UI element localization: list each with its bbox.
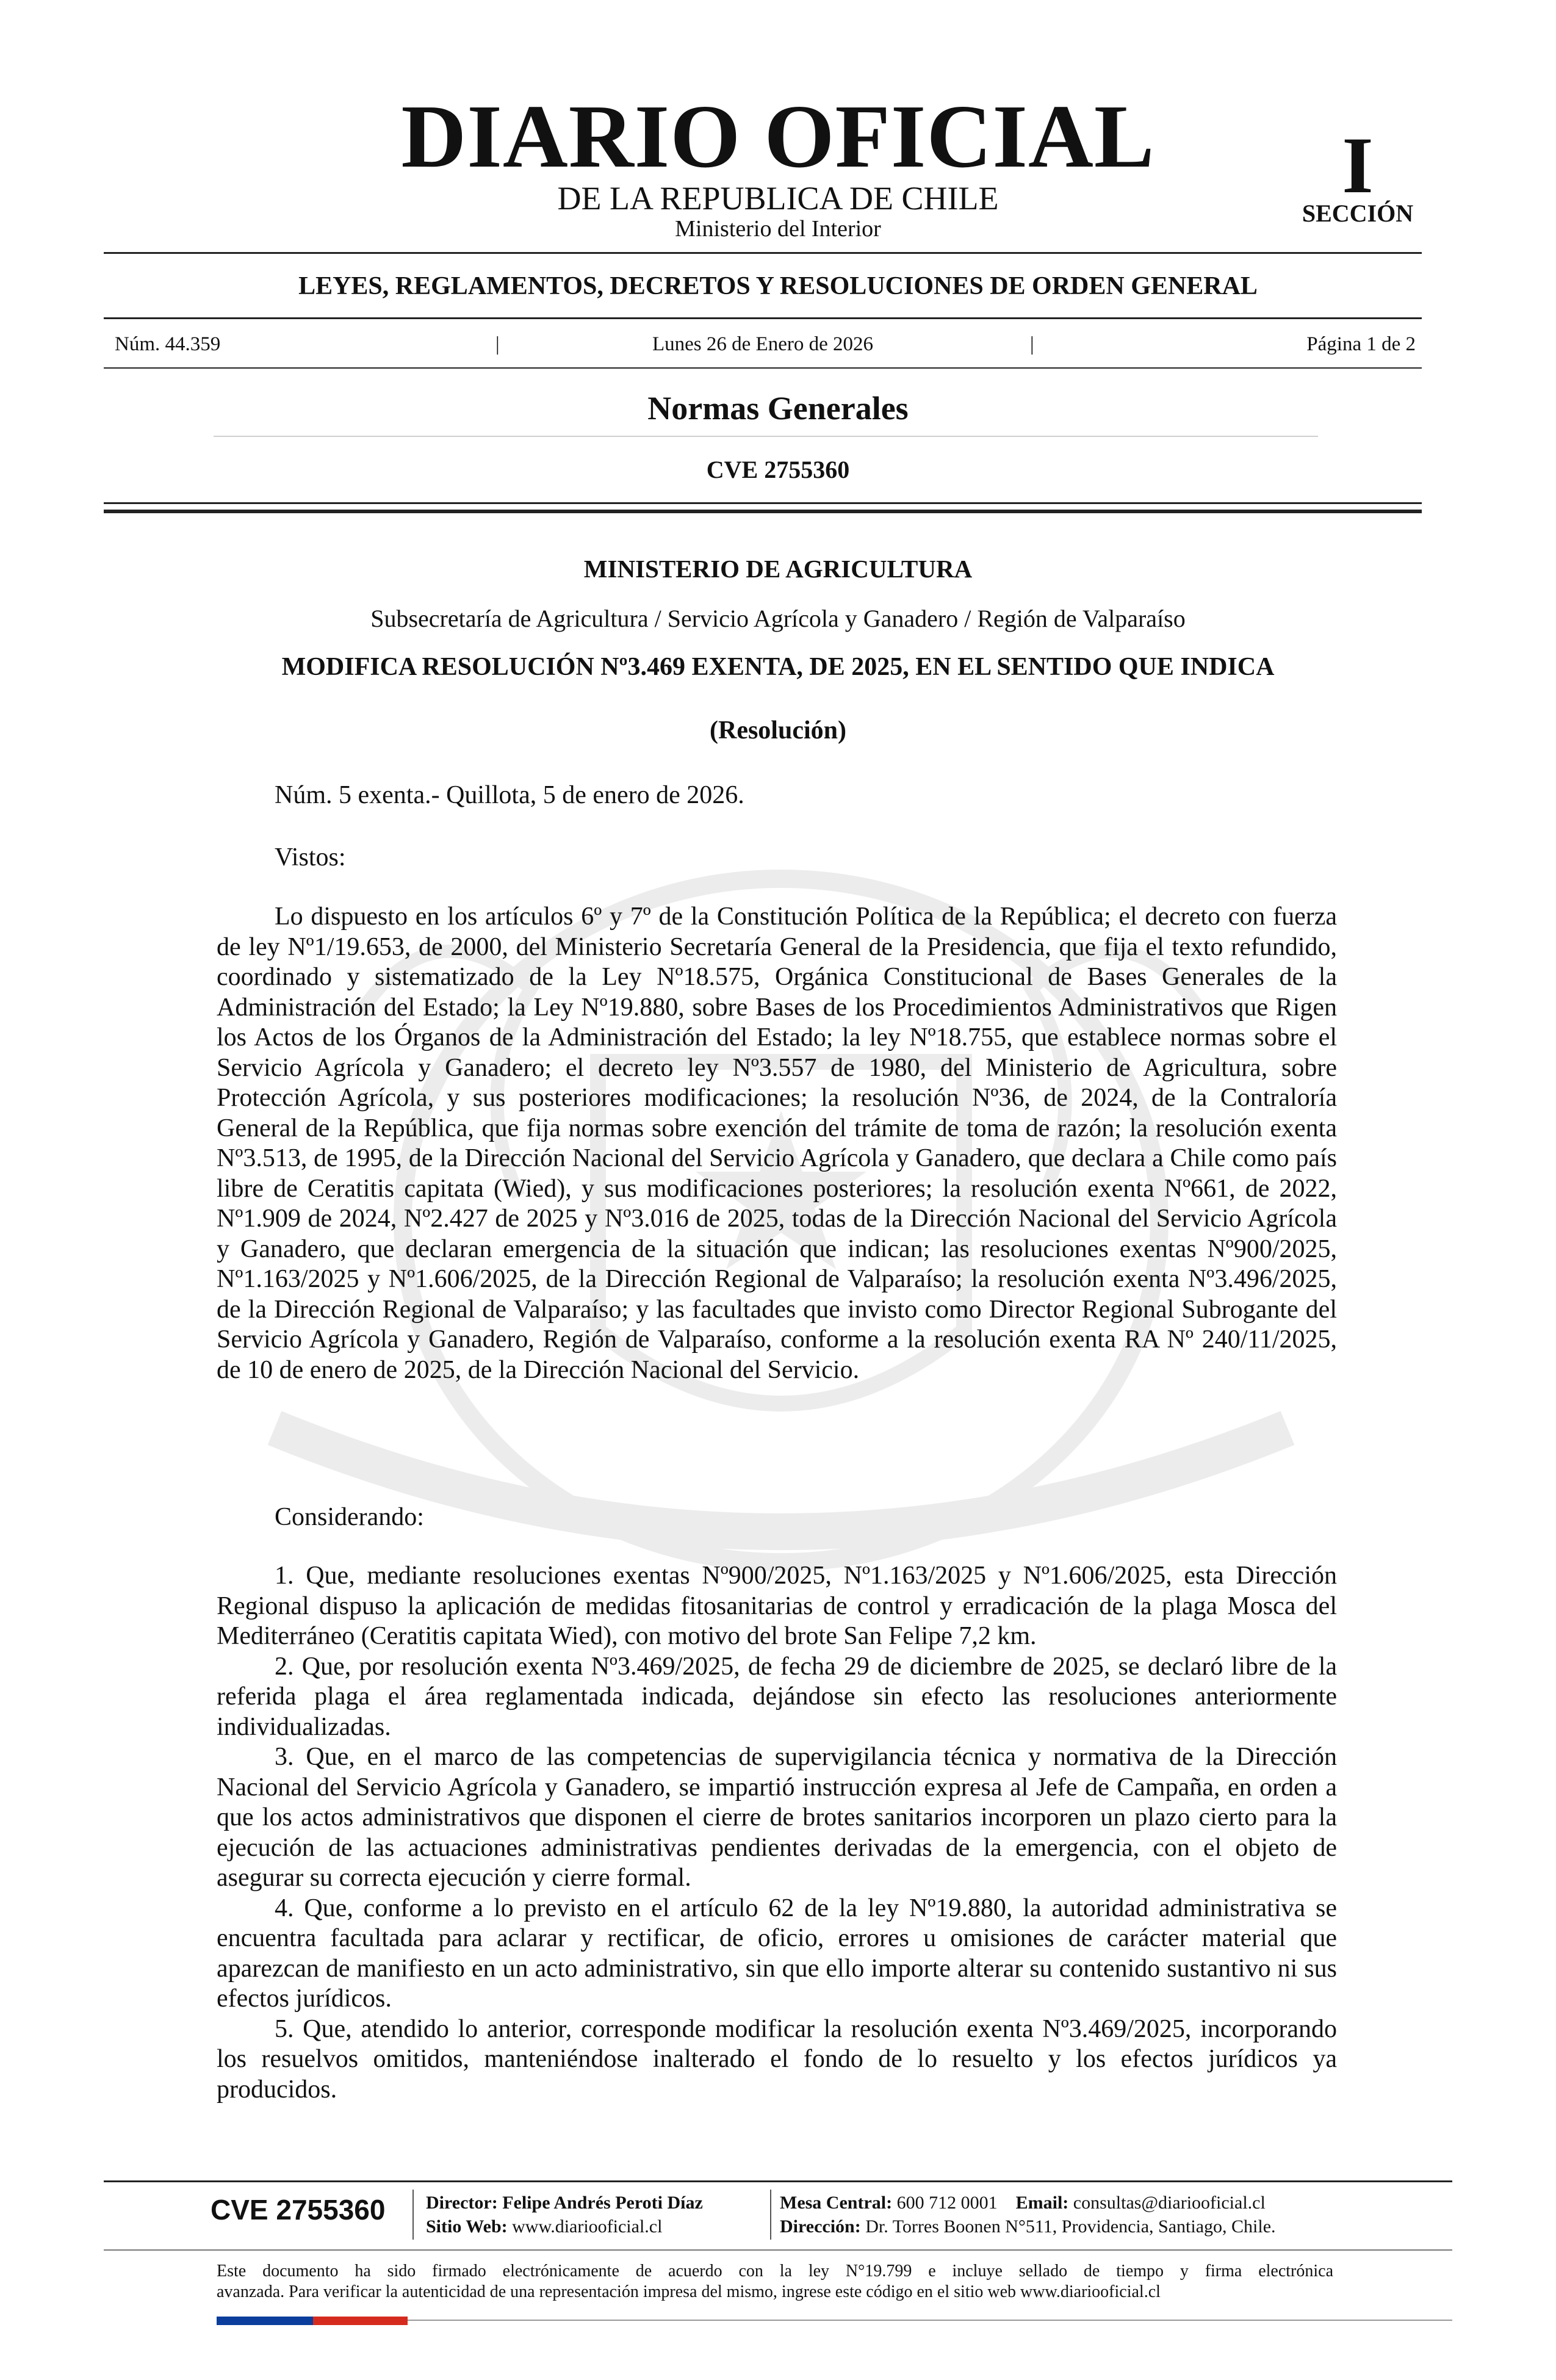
address-text: Dr. Torres Boonen N°511, Providencia, Santiago, Chile. [865,2216,1276,2237]
considerando-heading: Considerando: [275,1503,424,1531]
issue-page: Página 1 de 2 [1306,333,1416,355]
considerando-item: 5. Que, atendido lo anterior, corresponde modificar la resolución exenta Nº3.469/2025, incorporando los resuelvos omitidos, manteniéndose inalterado el fondo de lo resuelto y los efectos jurídicos ya producidos. [217,2014,1337,2104]
website-label: Sitio Web: [426,2216,508,2237]
ministry-heading: MINISTERIO DE AGRICULTURA [583,555,973,583]
section-title: Normas Generales [647,390,909,427]
footer-cve: CVE 2755360 [211,2194,386,2226]
considerando-item: 3. Que, en el marco de las competencias de supervigilancia técnica y normativa de la Dirección Nacional del Servicio Agrícola y Ganadero, se impartió instrucción expresa al Jefe de Campaña, en orden a que los actos administrativos que disponen el cierre de brotes sanitarios incorporen un plazo cierto para la ejecución de las actuaciones administrativas pendientes derivadas de la emergencia, con el objeto de asegurar su correcta ejecución y cierre formal. [217,1743,1337,1892]
considerando-list [217,1561,1337,2105]
footer-legal-notice [217,2261,1333,2302]
chile-flag-stripe-red [313,2317,408,2325]
vistos-paragraph: Lo dispuesto en los artículos 6º y 7º de la Constitución Política de la República; el decreto con fuerza de ley Nº1/19.653, de 2000, del Ministerio Secretaría General de la Presidencia, que fija el texto refundido, coordinado y sistematizado de la Ley Nº18.575, Orgánica Constitucional de Bases Generales de la Administración del Estado; la Ley Nº19.880, sobre Bases de los Procedimientos Administrativos que Rigen los Actos de los Órganos de la Administración del Estado; la ley Nº18.755, que establece normas sobre el Servicio Agrícola y Ganadero; el decreto ley Nº3.557 de 1980, del Ministerio de Agricultura, sobre Protección Agrícola, y sus posteriores modificaciones; la resolución Nº36, de 2024, de la Contraloría General de la República, que fija normas sobre exención del trámite de toma de razón; la resolución exenta Nº3.513, de 1995, de la Dirección Nacional del Servicio Agrícola y Ganadero, que declara a Chile como país libre de Ceratitis capitata (Wied), y sus modificaciones posteriores; la resolución exenta Nº661, de 2022, Nº1.909 de 2024, Nº2.427 de 2025 y Nº3.016 de 2025, todas de la Dirección Nacional del Servicio Agrícola y Ganadero, que declaran emergencia de la situación que indican; las resoluciones exentas Nº900/2025, Nº1.163/2025 y Nº1.606/2025, de la Dirección Regional de Valparaíso; la resolución exenta Nº3.496/2025, de la Dirección Regional de Valparaíso; y las facultades que invisto como Director Regional Subrogante del Servicio Agrícola y Ganadero, Región de Valparaíso, conforme a la resolución exenta RA Nº 240/11/2025, de 10 de enero de 2025, de la Dirección Nacional del Servicio. [217,903,1337,1384]
double-rule-bottom [104,510,1422,513]
banner-rule [104,317,1422,319]
legal-line-1: Este documento ha sido firmado electrónicamente de acuerdo con la ley N°19.799 e incluye sellado de tiempo y firma electrónica [217,2262,1333,2281]
address-label: Dirección: [780,2216,861,2237]
subsecretary-line: Subsecretaría de Agricultura / Servicio Agrícola y Ganadero / Región de Valparaíso [370,605,1186,632]
meta-rule [104,367,1422,369]
issue-number: Núm. 44.359 [115,333,221,355]
director-name: Felipe Andrés Peroti Díaz [502,2193,703,2213]
issue-separator-left: | [495,333,500,355]
resolution-number-line: Núm. 5 exenta.- Quillota, 5 de enero de 2026. [275,781,744,809]
website-link[interactable]: www.diariooficial.cl [512,2216,663,2237]
footer-rule-bottom [408,2320,1452,2321]
footer-rule-top [104,2180,1452,2182]
email-link[interactable]: consultas@diariooficial.cl [1073,2193,1266,2213]
double-rule-top [104,502,1422,504]
vistos-paragraph-block [217,902,1337,1385]
footer-divider-right [770,2190,771,2240]
masthead-banner: LEYES, REGLAMENTOS, DECRETOS Y RESOLUCIONES DE ORDEN GENERAL [298,272,1258,300]
footer-contact-block [780,2191,1396,2238]
cve-code: CVE 2755360 [706,456,850,483]
footer-divider-left [412,2190,414,2240]
director-label: Director: [426,2193,498,2213]
considerando-item: 1. Que, mediante resoluciones exentas Nº900/2025, Nº1.163/2025 y Nº1.606/2025, esta Dirección Regional dispuso la aplicación de medidas fitosanitarias de control y erradicación de la plaga Mosca del Mediterráneo (Ceratitis capitata Wied), con motivo del brote San Felipe 7,2 km. [217,1562,1337,1650]
email-label: Email: [1015,2193,1069,2213]
phone-label: Mesa Central: [780,2193,893,2213]
issue-separator-right: | [1030,333,1034,355]
section-label: SECCIÓN [1302,200,1414,227]
footer-rule-middle [104,2249,1452,2251]
legal-line-2: avanzada. Para verificar la autenticidad de una representación impresa del mismo, ingrese este código en el sitio web www.diariooficial.cl [217,2282,1161,2301]
document-title: MODIFICA RESOLUCIÓN Nº3.469 EXENTA, DE 2025, EN EL SENTIDO QUE INDICA [281,653,1275,681]
issue-date: Lunes 26 de Enero de 2026 [652,333,873,355]
vistos-heading: Vistos: [275,843,346,871]
footer-director-block [426,2191,768,2238]
masthead-rule [104,252,1422,254]
masthead-subtitle: DE LA REPUBLICA DE CHILE [557,180,999,217]
chile-flag-stripe-blue [217,2317,313,2325]
document-type: (Resolución) [710,716,846,745]
section-title-rule [214,436,1318,437]
masthead-title: DIARIO OFICIAL [401,87,1155,187]
masthead-ministry: Ministerio del Interior [675,216,881,242]
phone-number: 600 712 0001 [896,2193,998,2213]
considerando-item: 4. Que, conforme a lo previsto en el artículo 62 de la ley Nº19.880, la autoridad administrativa se encuentra facultada para aclarar y rectificar, de oficio, errores u omisiones de carácter material que aparezcan de manifiesto en un acto administrativo, sin que ello importe alterar su contenido sustantivo ni sus efectos jurídicos. [217,1894,1337,2013]
section-number: I [1342,120,1374,210]
considerando-item: 2. Que, por resolución exenta Nº3.469/2025, de fecha 29 de diciembre de 2025, se declaró libre de la referida plaga el área reglamentada indicada, dejándose sin efecto las resoluciones anteriormente individualizadas. [217,1652,1337,1741]
